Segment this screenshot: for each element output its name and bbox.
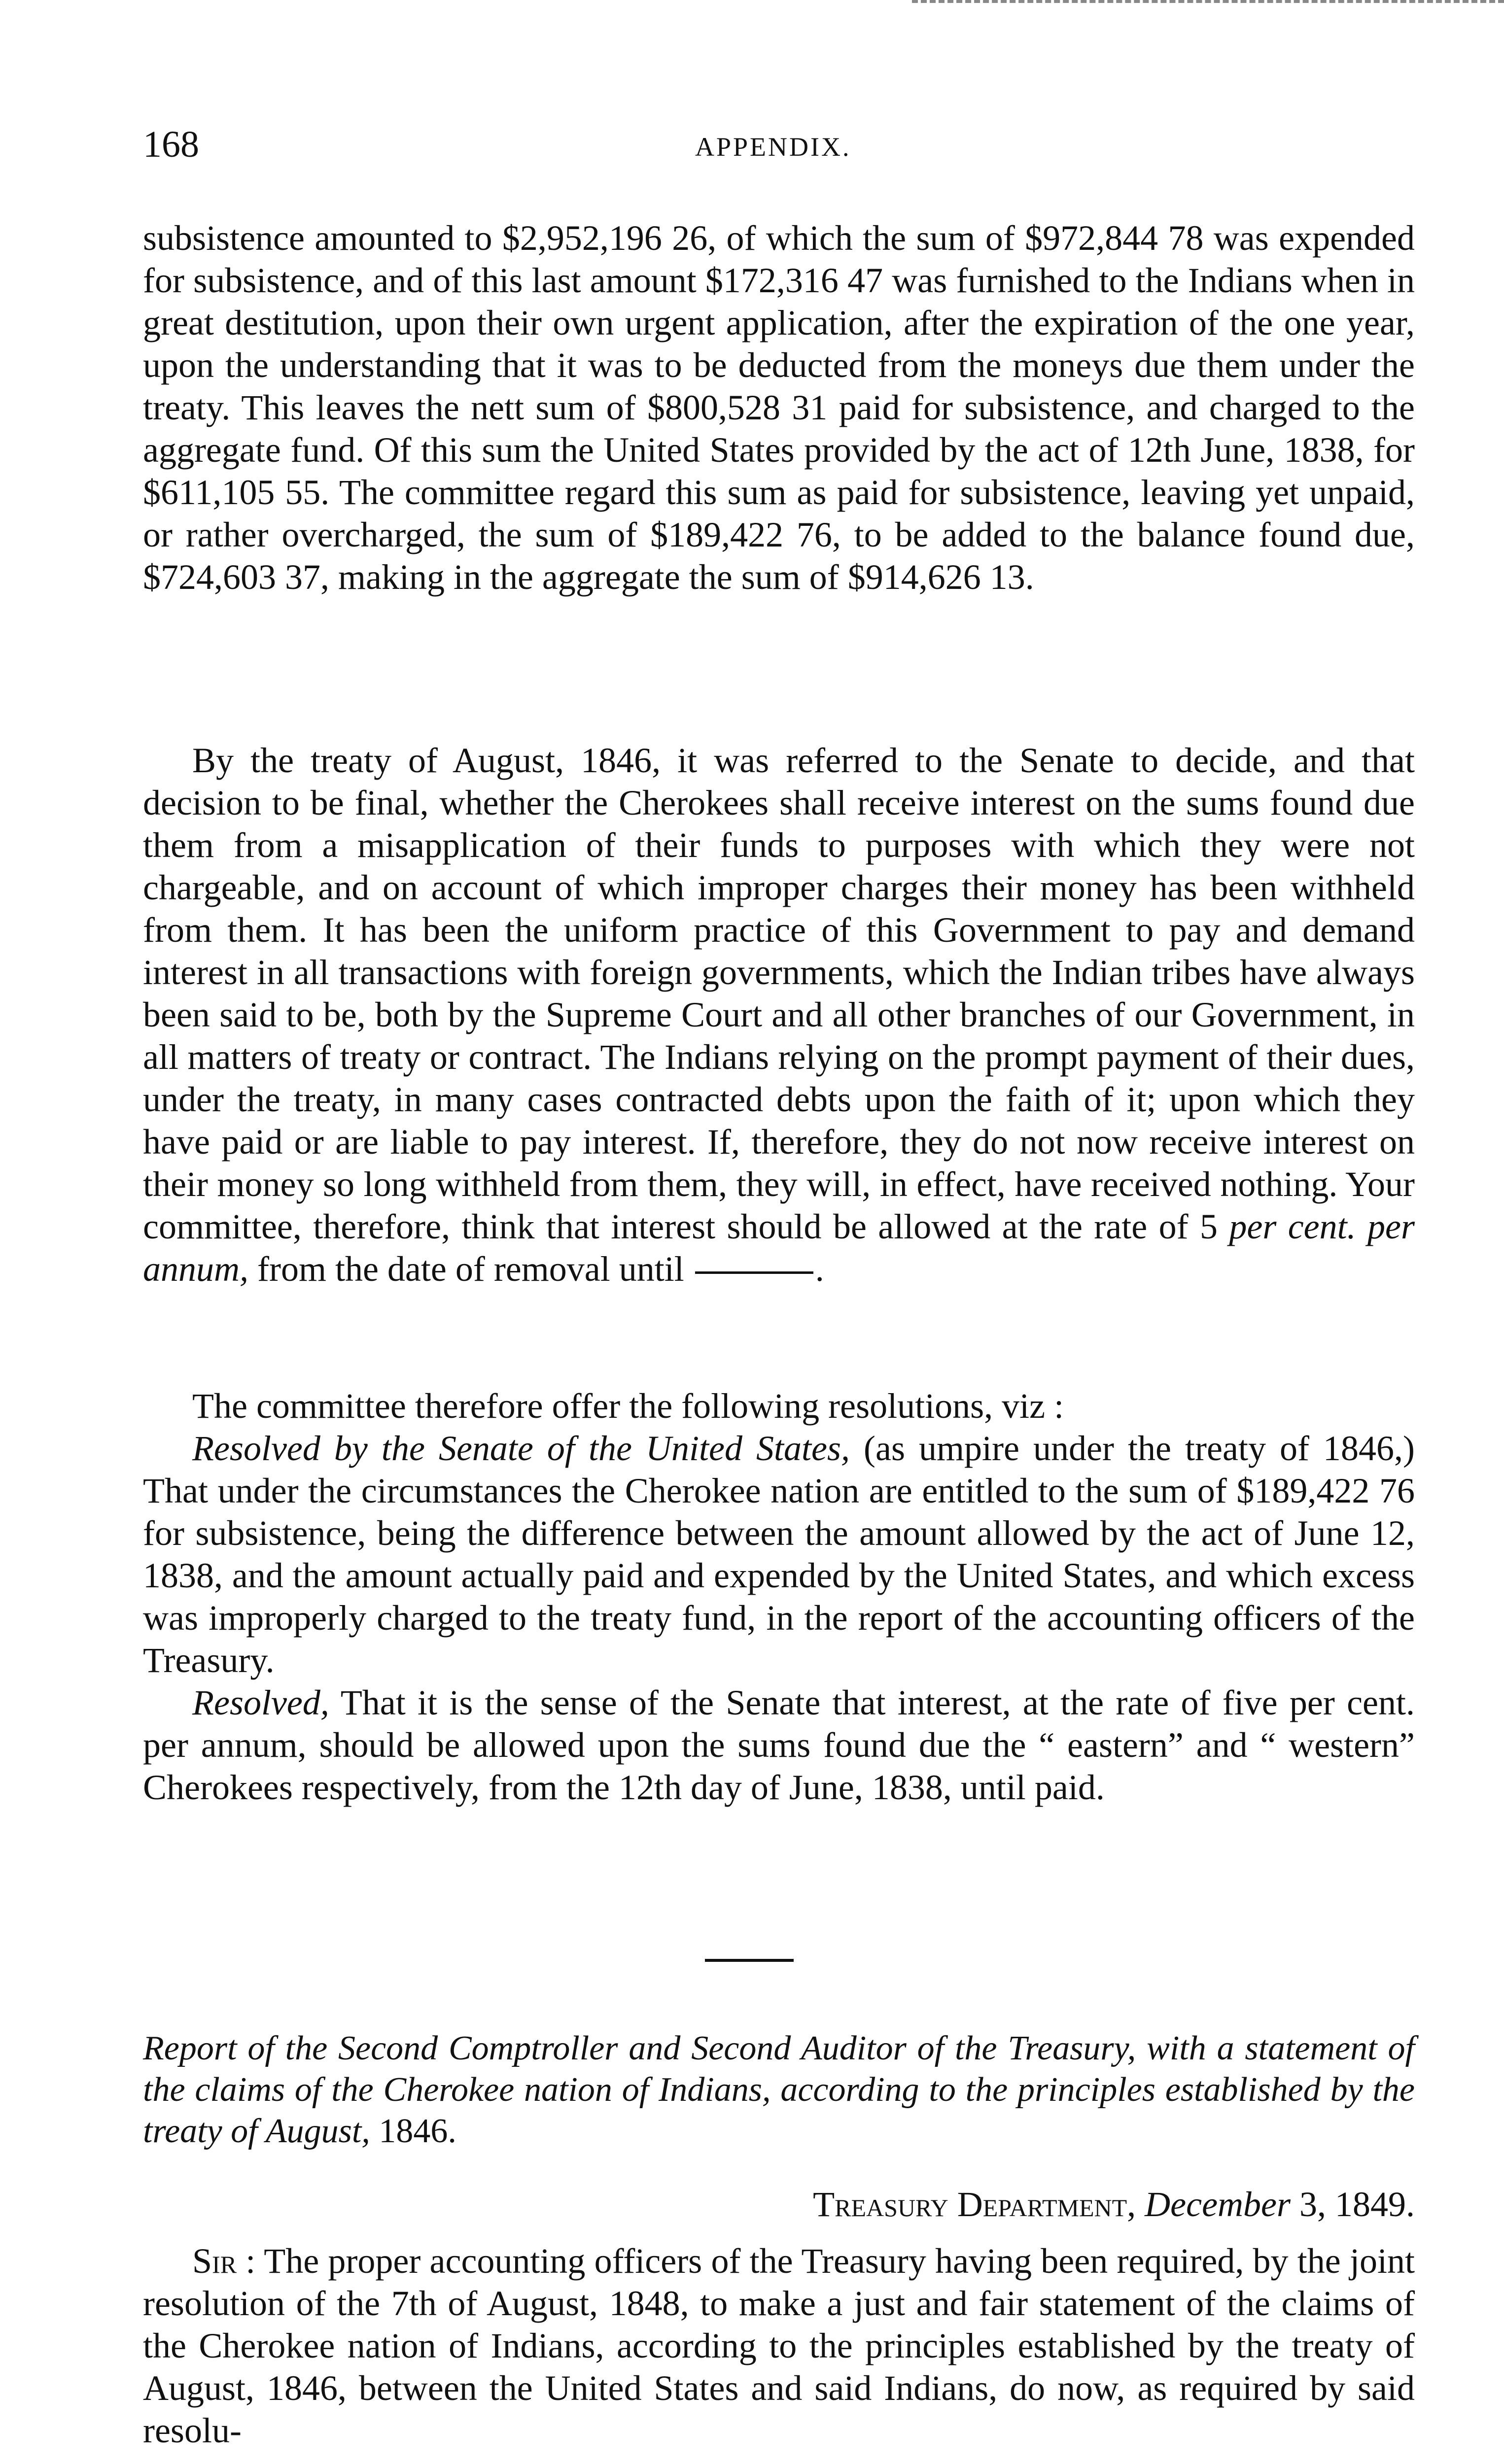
paragraph-3-text: The committee therefore offer the following resolutions, viz :: [192, 1386, 1064, 1426]
paragraph-2-tail: from the date of removal until: [248, 1249, 684, 1289]
resolution-1: [143, 1427, 1415, 1681]
paragraph-2-italic: per cent. per annum,: [143, 1207, 1415, 1289]
dateline: [587, 2183, 1415, 2225]
paragraph-1-text: subsistence amounted to $2,952,196 26, of which the sum of $972,844 78 was expended for subsistence, and of this last amount $172,316 47 was furnished to the Indians when in great destitution, upon their own urgent application, after the expiration of the one year, upon the understanding that it was to be deducted from the moneys due them under the treaty. This leaves the nett sum of $800,528 31 paid for subsistence, and charged to the aggregate fund. Of this sum the United States provided by the act of 12th June, 1838, for $611,105 55. The committee regard this sum as paid for subsistence, leaving yet unpaid, or rather overcharged, the sum of $189,422 76, to be added to the balance found due, $724,603 37, making in the aggregate the sum of $914,626 13.: [143, 218, 1415, 597]
blank-line: [695, 1271, 813, 1274]
paragraph-2-end: .: [815, 1249, 824, 1289]
resolution-1-lead: Resolved by the Senate of the United States,: [192, 1429, 850, 1468]
section-divider: [705, 1959, 794, 1962]
report-title-year: 1846.: [370, 2112, 456, 2150]
paragraph-2-text: [143, 739, 1415, 1290]
dateline-department: Treasury Department,: [813, 2185, 1136, 2224]
paragraph-2-main: By the treaty of August, 1846, it was referred to the Senate to decide, and that decision to be final, whether the Cherokees shall receive interest on the sums found due them from a misapplication of their funds to purposes with which they were not chargeable, and on account of which improper charges their money has been withheld from them. It has been the uniform practice of this Government to pay and demand interest in all transactions with foreign governments, which the Indian tribes have always been said to be, both by the Supreme Court and all other branches of our Government, in all matters of treaty or contract. The Indians relying on the prompt payment of their dues, under the treaty, in many cases contracted debts upon the faith of it; upon which they have paid or are liable to pay interest. If, therefore, they do not now receive interest on their money so long withheld from them, they will, in effect, have received nothing. Your committee, therefore, think that interest should be allowed at the rate of 5: [143, 741, 1415, 1246]
dateline-month: December: [1145, 2185, 1291, 2224]
letter-text: The proper accounting officers of the Treasury having been required, by the joint resolution of the 7th of August, 1848, to make a just and fair statement of the claims of the Cherokee nation of Indians, according to the principles established by the treaty of August, 1846, between the United States and said Indians, do now, as required by said resolu-: [143, 2241, 1415, 2450]
dateline-day-year: 3, 1849.: [1291, 2185, 1415, 2224]
resolution-2-lead: Resolved,: [192, 1683, 329, 1722]
scan-top-edge: [912, 0, 1504, 6]
resolution-2-text: That it is the sense of the Senate that interest, at the rate of five per cent. per annum, should be allowed upon the sums found due the “ eastern” and “ western” Cherokees respectively, from the 12th day of June, 1838, until paid.: [143, 1683, 1415, 1807]
paragraph-interest: [143, 739, 1415, 1290]
resolution-2: [143, 1681, 1415, 1809]
paragraph-subsistence: [143, 217, 1415, 598]
resolution-1-text: (as umpire under the treaty of 1846,) That under the circumstances the Cherokee nation are entitled to the sum of $189,422 76 for subsistence, being the difference between the amount allowed by the act of June 12, 1838, and the amount actually paid and expended by the United States, and which excess was improperly charged to the treaty fund, in the report of the accounting officers of the Treasury.: [143, 1429, 1415, 1680]
running-head: APPENDIX.: [695, 132, 851, 162]
report-title-text: Report of the Second Comptroller and Second Auditor of the Treasury, with a statement of the claims of the Cherokee nation of Indians, according to the principles established by the treaty of August,: [143, 2029, 1415, 2150]
letter-paragraph: [143, 2240, 1415, 2452]
report-title: [143, 2028, 1415, 2152]
salutation: Sir :: [192, 2241, 256, 2281]
letter-body: [143, 2240, 1415, 2452]
page-header: [143, 126, 1420, 180]
resolutions-section: [143, 1385, 1415, 1809]
page-number: 168: [143, 124, 199, 165]
